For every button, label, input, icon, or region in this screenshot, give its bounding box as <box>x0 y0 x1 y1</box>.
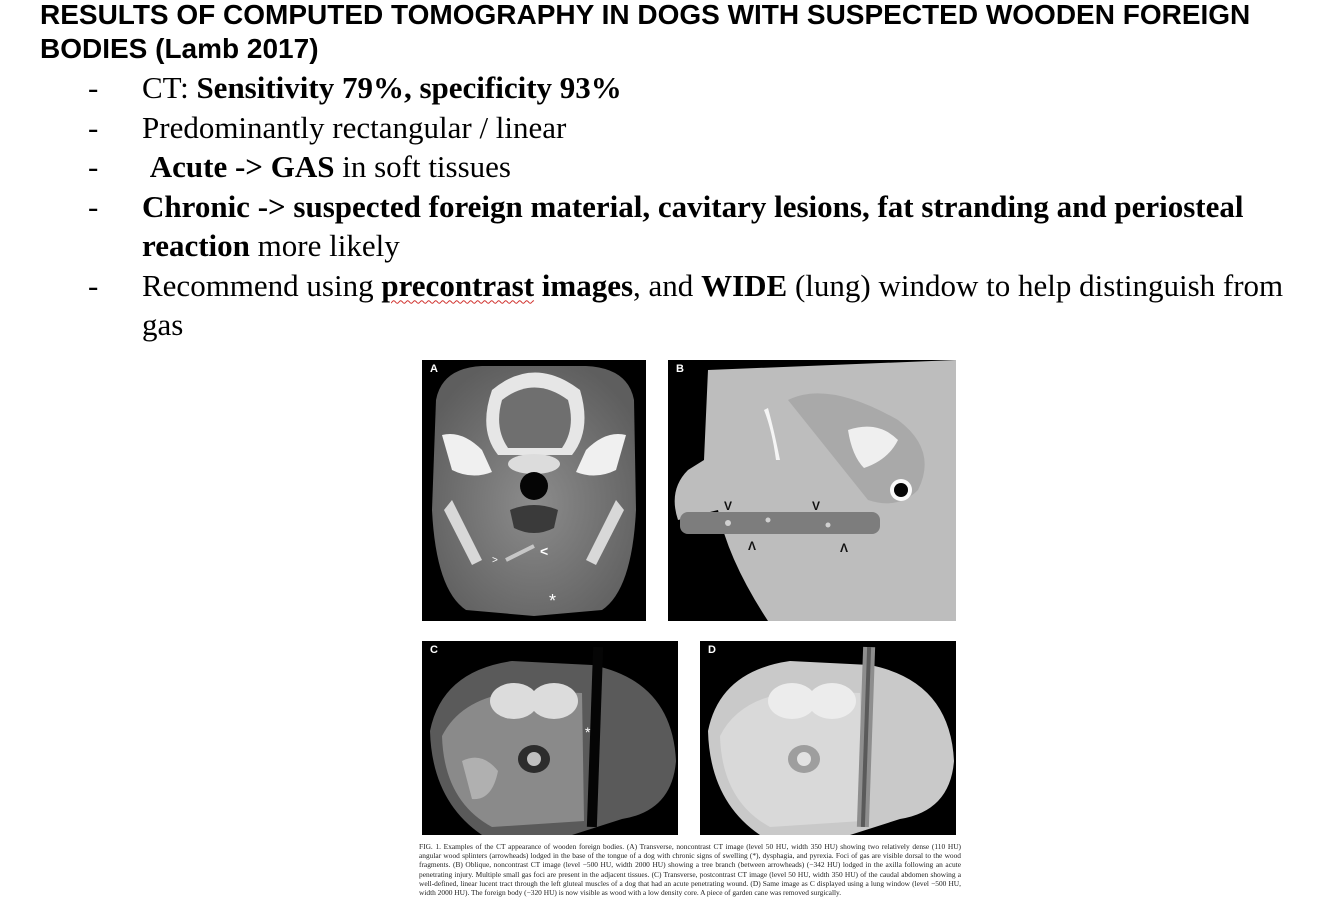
bullet-item <box>88 68 1288 108</box>
bullet-text-bold: Chronic -> suspected foreign material, cavitary lesions, fat stranding and periosteal reaction <box>142 188 1244 263</box>
arrowhead-label: Λ <box>748 539 757 553</box>
bullet-text-bold: Acute -> GAS <box>149 149 335 184</box>
ct-scan-abdomen-soft-tissue <box>422 641 678 835</box>
bullet-text-plain: , and <box>633 267 702 303</box>
figure-caption: FIG. 1. Examples of the CT appearance of wooden foreign bodies. (A) Transverse, noncontrast CT image (level 50 HU, width 350 HU) showing two relatively dense (110 HU) angular wood splinters (arrowheads) lodged in the base of the tongue of a dog with chronic signs of swelling (*), dysphagia, and pyrexia. Foci of gas are visible dorsal to the wood fragments. (B) Oblique, noncontrast CT image (level −500 HU, width 2000 HU) showing a tree branch (between arrowheads) (−342 HU) lodged in the axilla following an acute penetrating injury. Multiple small gas foci are present in the adjacent tissues. (C) Transverse, postcontrast CT image (level 50 HU, width 350 HU) of the caudal abdomen showing a well-defined, linear lucent tract through the left gluteal muscles of a dog that had an acute penetrating wound. (D) Same image as C displayed using a lung window (level −500 HU, width 2000 HU). The foreign body (−320 HU) is now visible as wood with a low density core. A piece of garden cane was removed surgically. <box>419 842 961 898</box>
bullet-list <box>88 68 1288 345</box>
ct-image-panel-b <box>668 360 956 621</box>
bullet-item <box>88 147 1288 187</box>
bullet-item <box>88 266 1288 345</box>
bullet-marker: - <box>88 267 99 303</box>
bullet-text-bold: Sensitivity 79%, specificity 93% <box>196 70 622 105</box>
swelling-marker: * <box>549 591 557 611</box>
ct-image-panel-d <box>700 641 956 835</box>
bullet-text-plain <box>142 149 150 184</box>
bullet-text-bold: images <box>534 267 634 303</box>
bullet-text-plain: in soft tissues <box>334 149 511 184</box>
tract-marker: * <box>585 724 591 740</box>
spellcheck-underlined-word[interactable]: precontrast <box>381 267 535 303</box>
bullet-text <box>142 266 1288 345</box>
panel-letter: B <box>676 363 684 375</box>
bullet-text-plain: CT: <box>142 70 197 105</box>
bullet-marker: - <box>88 70 99 105</box>
bullet-text-plain: (lung) window to help distinguish from gas <box>142 267 1284 342</box>
arrowhead-label: > <box>492 555 498 566</box>
panel-letter: D <box>708 644 716 656</box>
bullet-marker: - <box>88 149 99 184</box>
ct-scan-abdomen-lung-window <box>700 641 956 835</box>
arrowhead-label: V <box>812 499 821 513</box>
bullet-text <box>142 187 1288 266</box>
bullet-text <box>142 68 1288 108</box>
bullet-marker: - <box>88 109 99 145</box>
slide-title: RESULTS OF COMPUTED TOMOGRAPHY IN DOGS WITH SUSPECTED WOODEN FOREIGN BODIES (Lamb 2017) <box>40 0 1251 64</box>
bullet-item <box>88 187 1288 266</box>
ct-scan-head-transverse <box>422 360 646 621</box>
arrowhead-label: Λ <box>840 541 849 555</box>
bullet-marker: - <box>88 188 99 224</box>
bullet-text-bold: WIDE <box>701 267 788 303</box>
bullet-text-plain: more likely <box>249 228 400 263</box>
bullet-text <box>142 147 1288 187</box>
bullet-text-plain: Predominantly rectangular / linear <box>142 109 567 145</box>
arrowhead-label: V <box>724 499 733 513</box>
bullet-item <box>88 108 1288 148</box>
panel-letter: A <box>430 363 438 375</box>
ct-image-panel-c <box>422 641 678 835</box>
panel-letter: C <box>430 644 438 656</box>
ct-scan-axilla-oblique <box>668 360 956 621</box>
arrowhead-label: < <box>540 543 549 559</box>
bullet-text-plain: Recommend using <box>142 267 382 303</box>
bullet-text <box>142 108 1288 148</box>
ct-image-panel-a <box>422 360 646 621</box>
